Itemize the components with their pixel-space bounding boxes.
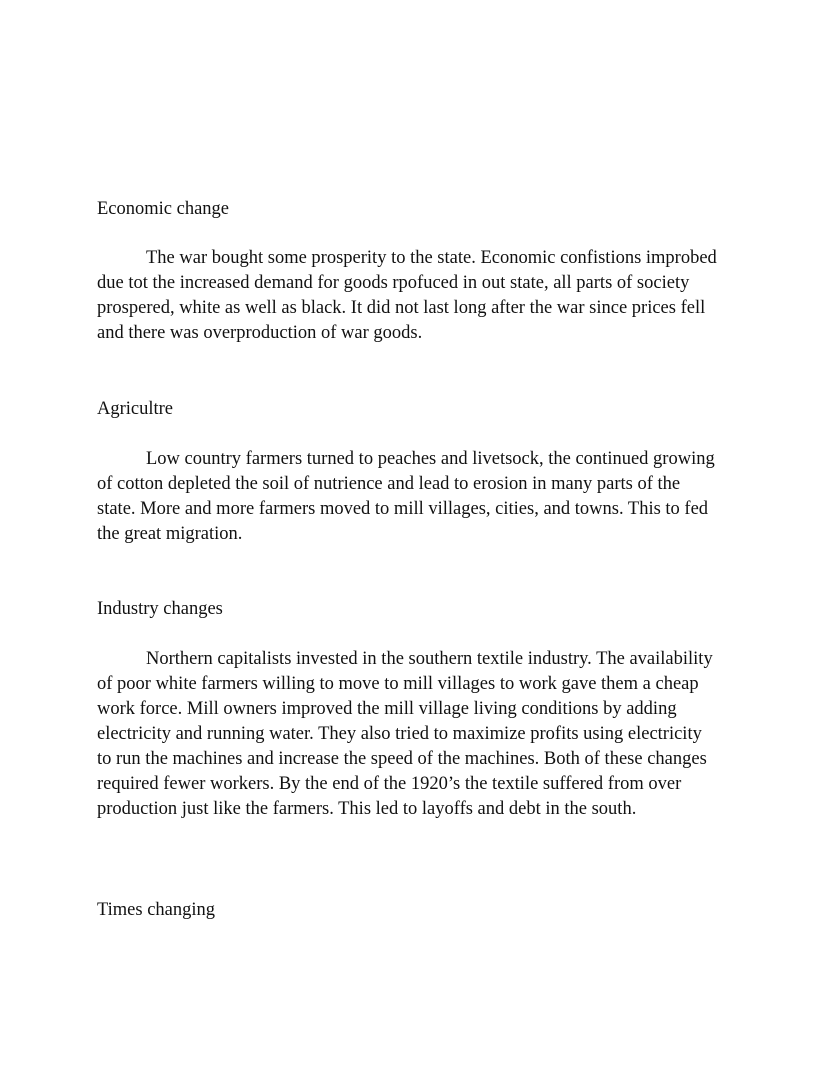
paragraph-line: due tot the increased demand for goods rpofuced in out state, all parts of society xyxy=(97,273,690,293)
paragraph-line: required fewer workers. By the end of the 1920’s the textile suffered from over xyxy=(97,774,682,794)
paragraph-line: work force. Mill owners improved the mill village living conditions by adding xyxy=(97,699,677,719)
heading-industry-changes: Industry changes xyxy=(97,599,223,619)
paragraph-line: Low country farmers turned to peaches and livetsock, the continued growing xyxy=(146,449,715,469)
paragraph-line: and there was overproduction of war goods. xyxy=(97,323,423,343)
paragraph-economic-change xyxy=(97,246,717,346)
paragraph-line: of poor white farmers willing to move to mill villages to work gave them a cheap xyxy=(97,674,699,694)
paragraph-line: production just like the farmers. This led to layoffs and debt in the south. xyxy=(97,799,637,819)
paragraph-line: Northern capitalists invested in the southern textile industry. The availability xyxy=(146,649,713,669)
paragraph-line: of cotton depleted the soil of nutrience and lead to erosion in many parts of the xyxy=(97,474,681,494)
paragraph-industry-changes xyxy=(97,647,713,822)
paragraph-line: state. More and more farmers moved to mill villages, cities, and towns. This to fed xyxy=(97,499,709,519)
paragraph-line: prospered, white as well as black. It did not last long after the war since prices fell xyxy=(97,298,706,318)
paragraph-line: electricity and running water. They also tried to maximize profits using electricity xyxy=(97,724,702,744)
paragraph-line: the great migration. xyxy=(97,524,243,544)
paragraph-line: The war bought some prosperity to the state. Economic confistions improbed xyxy=(146,248,717,268)
heading-times-changing: Times changing xyxy=(97,900,216,920)
heading-economic-change: Economic change xyxy=(97,199,230,219)
paragraph-agriculture xyxy=(97,447,715,547)
paragraph-line: to run the machines and increase the speed of the machines. Both of these changes xyxy=(97,749,707,769)
heading-agriculture: Agricultre xyxy=(97,399,174,419)
